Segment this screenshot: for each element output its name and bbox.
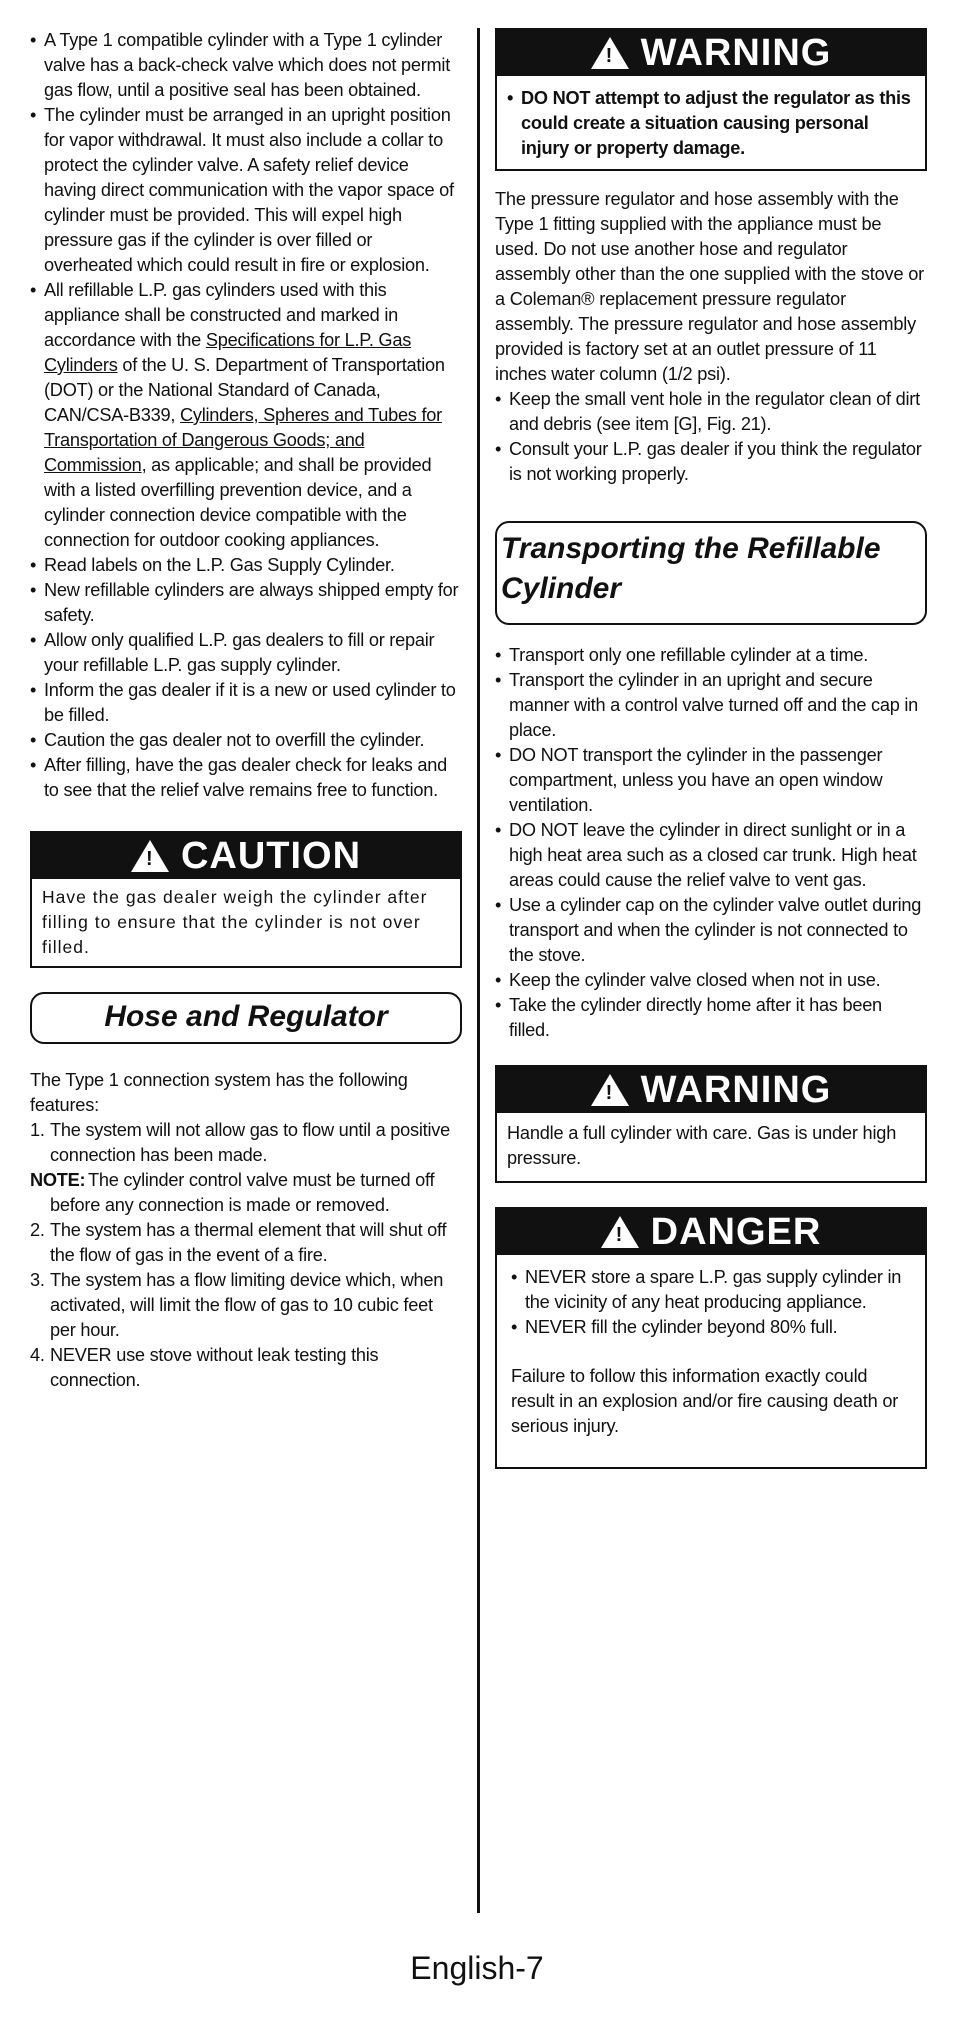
caution-box	[30, 831, 462, 968]
page-number: English-7	[410, 1950, 544, 1986]
list-item: • Take the cylinder directly home after it has been filled.	[495, 993, 927, 1043]
danger-bullets	[511, 1265, 915, 1340]
list-item: • Transport only one refillable cylinder at a time.	[495, 643, 927, 668]
list-item: • DO NOT transport the cylinder in the passenger compartment, unless you have an open window ventilation.	[495, 743, 927, 818]
warning-bullets	[497, 76, 925, 169]
list-item: • NEVER store a spare L.P. gas supply cylinder in the vicinity of any heat producing appliance.	[511, 1265, 915, 1315]
list-item: • Keep the small vent hole in the regulator clean of dirt and debris (see item [G], Fig. 21).	[495, 387, 927, 437]
list-item: • DO NOT leave the cylinder in direct sunlight or in a high heat area such as a closed car trunk. High heat areas could cause the relief valve to vent gas.	[495, 818, 927, 893]
warning-box-full-cylinder	[495, 1065, 927, 1183]
list-item: • New refillable cylinders are always shipped empty for safety.	[30, 578, 462, 628]
list-item: • A Type 1 compatible cylinder with a Type 1 cylinder valve has a back-check valve which does not permit gas flow, until a positive seal has been obtained.	[30, 28, 462, 103]
list-item: 3. The system has a flow limiting device which, when activated, will limit the flow of gas to 10 cubic feet per hour.	[30, 1270, 444, 1340]
list-item: • Read labels on the L.P. Gas Supply Cylinder.	[30, 553, 462, 578]
list-item: • NEVER fill the cylinder beyond 80% full.	[511, 1315, 915, 1340]
list-item: 4. NEVER use stove without leak testing this connection.	[30, 1345, 379, 1390]
danger-header	[497, 1209, 925, 1255]
danger-body	[497, 1255, 925, 1467]
list-item: • After filling, have the gas dealer check for leaks and to see that the relief valve remains free to function.	[30, 753, 462, 803]
list-item: • Consult your L.P. gas dealer if you think the regulator is not working properly.	[495, 437, 927, 487]
warning-triangle-icon: !	[601, 1216, 639, 1248]
column-divider	[477, 28, 480, 1913]
list-item: • DO NOT attempt to adjust the regulator as this could create a situation causing personal injury or property damage.	[507, 86, 915, 161]
warning-header	[497, 1067, 925, 1113]
list-item: 1. The system will not allow gas to flow until a positive connection has been made.	[30, 1120, 450, 1165]
danger-title: DANGER	[650, 1211, 822, 1253]
list-item: • Keep the cylinder valve closed when not in use.	[495, 968, 927, 993]
warning-triangle-icon: !	[591, 1074, 629, 1106]
hose-intro: The Type 1 connection system has the following features:	[30, 1070, 408, 1115]
list-item: • Caution the gas dealer not to overfill the cylinder.	[30, 728, 462, 753]
caution-header	[32, 833, 460, 879]
warning-box-regulator	[495, 28, 927, 171]
transport-heading: Transporting the Refillable Cylinder	[495, 521, 927, 625]
list-item-specifications: • All refillable L.P. gas cylinders used with this appliance shall be constructed and marked in accordance with the Specifications for L.P. Gas Cylinders of the U. S. Department of Transportation (DOT) or the National Standard of Canada, CAN/CSA-B339, Cylinders, Spheres and Tubes for Transportation of Dangerous Goods; and Commission, as applicable; and shall be provided with a listed overfilling prevention device, and a cylinder connection device compatible with the connection for outdoor cooking appliances.	[30, 278, 462, 553]
hose-features-list	[30, 1118, 462, 1393]
caution-title: CAUTION	[180, 835, 362, 877]
hose-regulator-heading: Hose and Regulator	[30, 992, 462, 1044]
warning-header	[497, 30, 925, 76]
note-item: NOTE: The cylinder control valve must be turned off before any connection is made or removed.	[30, 1170, 435, 1215]
list-item: • Use a cylinder cap on the cylinder valve outlet during transport and when the cylinder is not connected to the stove.	[495, 893, 927, 968]
regulator-bullets	[495, 387, 927, 487]
cylinder-bullets	[30, 28, 462, 803]
list-item: • The cylinder must be arranged in an upright position for vapor withdrawal. It must also include a collar to protect the cylinder valve. A safety relief device having direct communication with the vapor space of cylinder must be provided. This will expel high pressure gas if the cylinder is over filled or overheated which could result in fire or explosion.	[30, 103, 462, 278]
warning-triangle-icon: !	[591, 37, 629, 69]
transport-bullets	[495, 643, 927, 1043]
warning-text: Handle a full cylinder with care. Gas is under high pressure.	[507, 1123, 897, 1168]
danger-box	[495, 1207, 927, 1469]
specifications-reference: Specifications for L.P. Gas Cylinders	[44, 330, 412, 375]
note-label: NOTE:	[30, 1170, 86, 1190]
warning-title: WARNING	[640, 1069, 832, 1111]
danger-consequence-text: Failure to follow this information exactly could result in an explosion and/or fire causing death or serious injury.	[511, 1366, 899, 1436]
warning-title: WARNING	[640, 32, 832, 74]
caution-text: Have the gas dealer weigh the cylinder after filling to ensure that the cylinder is not over filled.	[42, 887, 428, 957]
left-column	[30, 28, 462, 1393]
cylinders-spheres-reference: Cylinders, Spheres and Tubes for Transportation of Dangerous Goods; and Commission	[44, 405, 442, 475]
list-item: 2. The system has a thermal element that will shut off the flow of gas in the event of a fire.	[30, 1220, 447, 1265]
warning-triangle-icon: !	[131, 840, 169, 872]
right-column	[495, 28, 927, 1469]
list-item: • Transport the cylinder in an upright and secure manner with a control valve turned off and the cap in place.	[495, 668, 927, 743]
regulator-paragraph: The pressure regulator and hose assembly with the Type 1 fitting supplied with the appliance must be used. Do not use another hose and regulator assembly other than the one supplied with the stove or a Coleman® replacement pressure regulator assembly. The pressure regulator and hose assembly provided is factory set at an outlet pressure of 11 inches water column (1/2 psi).	[495, 189, 924, 384]
list-item: • Allow only qualified L.P. gas dealers to fill or repair your refillable L.P. gas supply cylinder.	[30, 628, 462, 678]
list-item: • Inform the gas dealer if it is a new or used cylinder to be filled.	[30, 678, 462, 728]
